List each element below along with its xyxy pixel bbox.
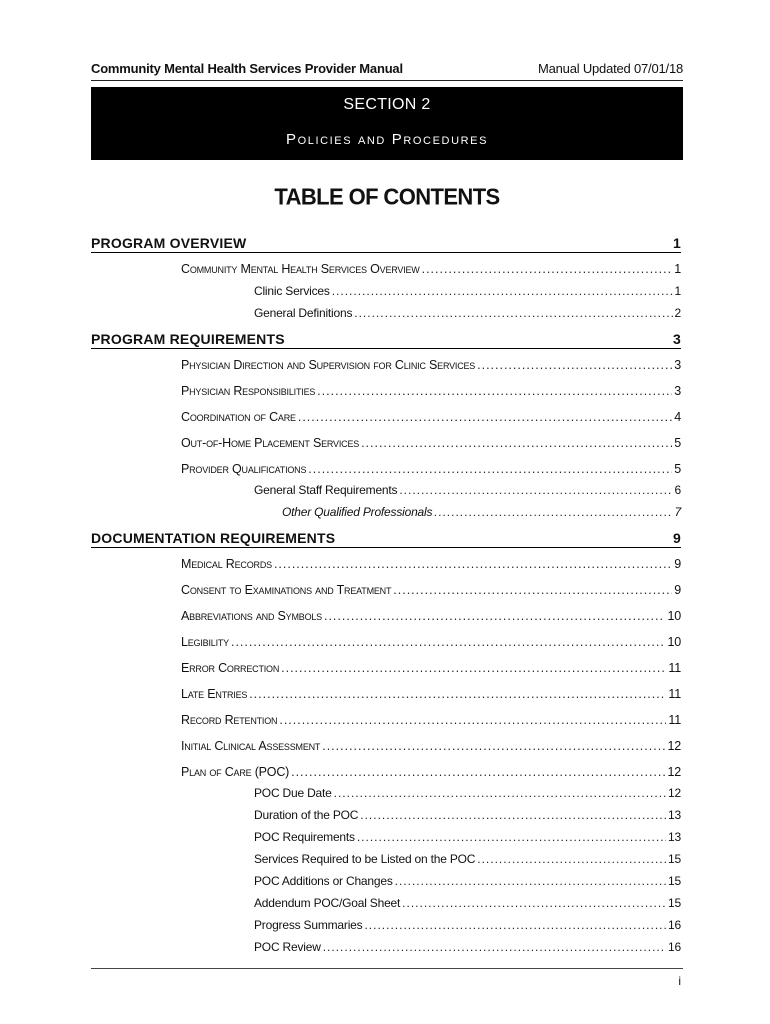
- toc-entry-page: 12: [668, 786, 681, 800]
- footer-divider: [91, 968, 683, 969]
- toc-entry-label: Other Qualified Professionals: [282, 505, 433, 519]
- toc-entry[interactable]: [254, 918, 681, 936]
- toc-entry[interactable]: [282, 505, 681, 523]
- toc-entry-label: Duration of the POC: [254, 808, 359, 822]
- dot-leader: [434, 505, 672, 519]
- toc-entry-page: 2: [674, 306, 681, 320]
- toc-entry-page: 1: [674, 262, 681, 276]
- toc-entry[interactable]: [181, 358, 681, 376]
- toc-entry[interactable]: [181, 635, 681, 653]
- toc-entry-page: 13: [668, 808, 681, 822]
- dot-leader: [298, 410, 672, 424]
- toc-entry-page: 9: [674, 557, 681, 571]
- toc-entry-label: General Definitions: [254, 306, 353, 320]
- toc-entry[interactable]: [254, 786, 681, 804]
- toc-entry[interactable]: [181, 713, 681, 731]
- toc-entry-page: 12: [667, 765, 681, 779]
- toc-entry-page: 10: [667, 609, 681, 623]
- toc-entry-label: Provider Qualifications: [181, 462, 307, 476]
- toc-entry[interactable]: [181, 384, 681, 402]
- toc-entry-page: 5: [674, 462, 681, 476]
- toc-entry-label: Legibility: [181, 635, 229, 649]
- dot-leader: [332, 284, 673, 298]
- toc-heading-label: DOCUMENTATION REQUIREMENTS: [91, 530, 336, 546]
- toc-heading-label: PROGRAM REQUIREMENTS: [91, 331, 285, 347]
- toc-entry-page: 6: [674, 483, 681, 497]
- toc-entry-label: POC Requirements: [254, 830, 355, 844]
- toc-entry[interactable]: [181, 687, 681, 705]
- toc-entry-label: POC Review: [254, 940, 321, 954]
- toc-entry[interactable]: [181, 436, 681, 454]
- dot-leader: [393, 583, 672, 597]
- toc-entry[interactable]: [181, 609, 681, 627]
- toc-entry-label: Out-of-Home Placement Services: [181, 436, 360, 450]
- toc-entry[interactable]: [181, 557, 681, 575]
- toc-entry[interactable]: [254, 483, 681, 501]
- dot-leader: [281, 661, 666, 675]
- toc-entry-label: Error Correction: [181, 661, 280, 675]
- dot-leader: [324, 609, 666, 623]
- dot-leader: [361, 436, 672, 450]
- toc-entry-page: 16: [668, 918, 681, 932]
- toc-entry-label: Abbreviations and Symbols: [181, 609, 322, 623]
- toc-entry-label: Physician Direction and Supervision for Clinic Services: [181, 358, 476, 372]
- dot-leader: [357, 830, 666, 844]
- dot-leader: [279, 713, 666, 727]
- dot-leader: [317, 384, 672, 398]
- toc-entry[interactable]: [254, 284, 681, 302]
- toc-entry[interactable]: [254, 808, 681, 826]
- toc-entry-page: 1: [674, 284, 681, 298]
- toc-entry-page: 4: [674, 410, 681, 424]
- toc-heading-label: PROGRAM OVERVIEW: [91, 235, 247, 251]
- page-number: i: [678, 974, 681, 988]
- dot-leader: [334, 786, 666, 800]
- toc-entry-label: POC Due Date: [254, 786, 332, 800]
- toc-entry-label: Plan of Care (POC): [181, 765, 290, 779]
- dot-leader: [322, 739, 665, 753]
- toc-entry-page: 13: [668, 830, 681, 844]
- dot-leader: [323, 940, 666, 954]
- manual-title: Community Mental Health Services Provider Manual: [91, 60, 403, 76]
- toc-entry[interactable]: [181, 462, 681, 480]
- dot-leader: [249, 687, 666, 701]
- toc-entry[interactable]: [181, 765, 681, 783]
- dot-leader: [231, 635, 666, 649]
- toc-heading-program-overview[interactable]: [91, 235, 681, 253]
- dot-leader: [395, 874, 666, 888]
- toc-entry[interactable]: [254, 306, 681, 324]
- toc-entry-label: General Staff Requirements: [254, 483, 398, 497]
- toc-entry-page: 11: [668, 661, 681, 675]
- toc-entry-page: 15: [668, 852, 681, 866]
- toc-entry[interactable]: [181, 739, 681, 757]
- toc-entry-label: Physician Responsibilities: [181, 384, 316, 398]
- dot-leader: [291, 765, 665, 779]
- toc-entry[interactable]: [254, 830, 681, 848]
- toc-heading-page: 3: [673, 331, 681, 347]
- dot-leader: [399, 483, 672, 497]
- toc-heading-documentation-requirements[interactable]: [91, 530, 681, 548]
- toc-entry-label: Addendum POC/Goal Sheet: [254, 896, 401, 910]
- dot-leader: [364, 918, 666, 932]
- toc-entry[interactable]: [254, 852, 681, 870]
- section-number: SECTION 2: [343, 96, 431, 113]
- toc-entry-page: 3: [674, 358, 681, 372]
- toc-entry-page: 5: [674, 436, 681, 450]
- dot-leader: [477, 358, 672, 372]
- toc-entry-page: 15: [668, 896, 681, 910]
- toc-entry[interactable]: [181, 661, 681, 679]
- update-date: Manual Updated 07/01/18: [537, 60, 683, 76]
- toc-entry-page: 7: [674, 505, 681, 519]
- toc-entry[interactable]: [254, 940, 681, 958]
- dot-leader: [308, 462, 672, 476]
- section-banner: [91, 87, 683, 160]
- toc-entry-label: Community Mental Health Services Overview: [181, 262, 420, 276]
- dot-leader: [402, 896, 666, 910]
- toc-entry-label: Record Retention: [181, 713, 278, 727]
- toc-entry-page: 11: [668, 713, 681, 727]
- toc-heading-program-requirements[interactable]: [91, 331, 681, 349]
- section-title: Policies and Procedures: [285, 131, 489, 148]
- toc-entry-page: 11: [668, 687, 681, 701]
- toc-entry[interactable]: [254, 896, 681, 914]
- toc-entry-page: 16: [668, 940, 681, 954]
- toc-entry-label: Initial Clinical Assessment: [181, 739, 321, 753]
- dot-leader: [360, 808, 666, 822]
- toc-entry-page: 12: [667, 739, 681, 753]
- toc-entry[interactable]: [254, 874, 681, 892]
- toc-entry[interactable]: [181, 410, 681, 428]
- toc-entry-page: 10: [667, 635, 681, 649]
- toc-entry-page: 9: [674, 583, 681, 597]
- toc-entry-page: 3: [674, 384, 681, 398]
- toc-entry-page: 15: [668, 874, 681, 888]
- dot-leader: [354, 306, 672, 320]
- dot-leader: [274, 557, 672, 571]
- toc-heading-page: 1: [673, 235, 681, 251]
- toc-heading-page: 9: [673, 530, 681, 546]
- toc-entry-label: Clinic Services: [254, 284, 330, 298]
- toc-entry[interactable]: [181, 262, 681, 280]
- toc-entry-label: Consent to Examinations and Treatment: [181, 583, 392, 597]
- toc-title: TABLE OF CONTENTS: [274, 183, 500, 210]
- toc-entry-label: Late Entries: [181, 687, 248, 701]
- toc-entry-label: Services Required to be Listed on the POC: [254, 852, 476, 866]
- toc-entry-label: POC Additions or Changes: [254, 874, 393, 888]
- dot-leader: [477, 852, 666, 866]
- dot-leader: [422, 262, 673, 276]
- toc-entry-label: Progress Summaries: [254, 918, 363, 932]
- toc-entry-label: Medical Records: [181, 557, 272, 571]
- toc-entry-label: Coordination of Care: [181, 410, 296, 424]
- running-header: [91, 56, 683, 81]
- toc-entry[interactable]: [181, 583, 681, 601]
